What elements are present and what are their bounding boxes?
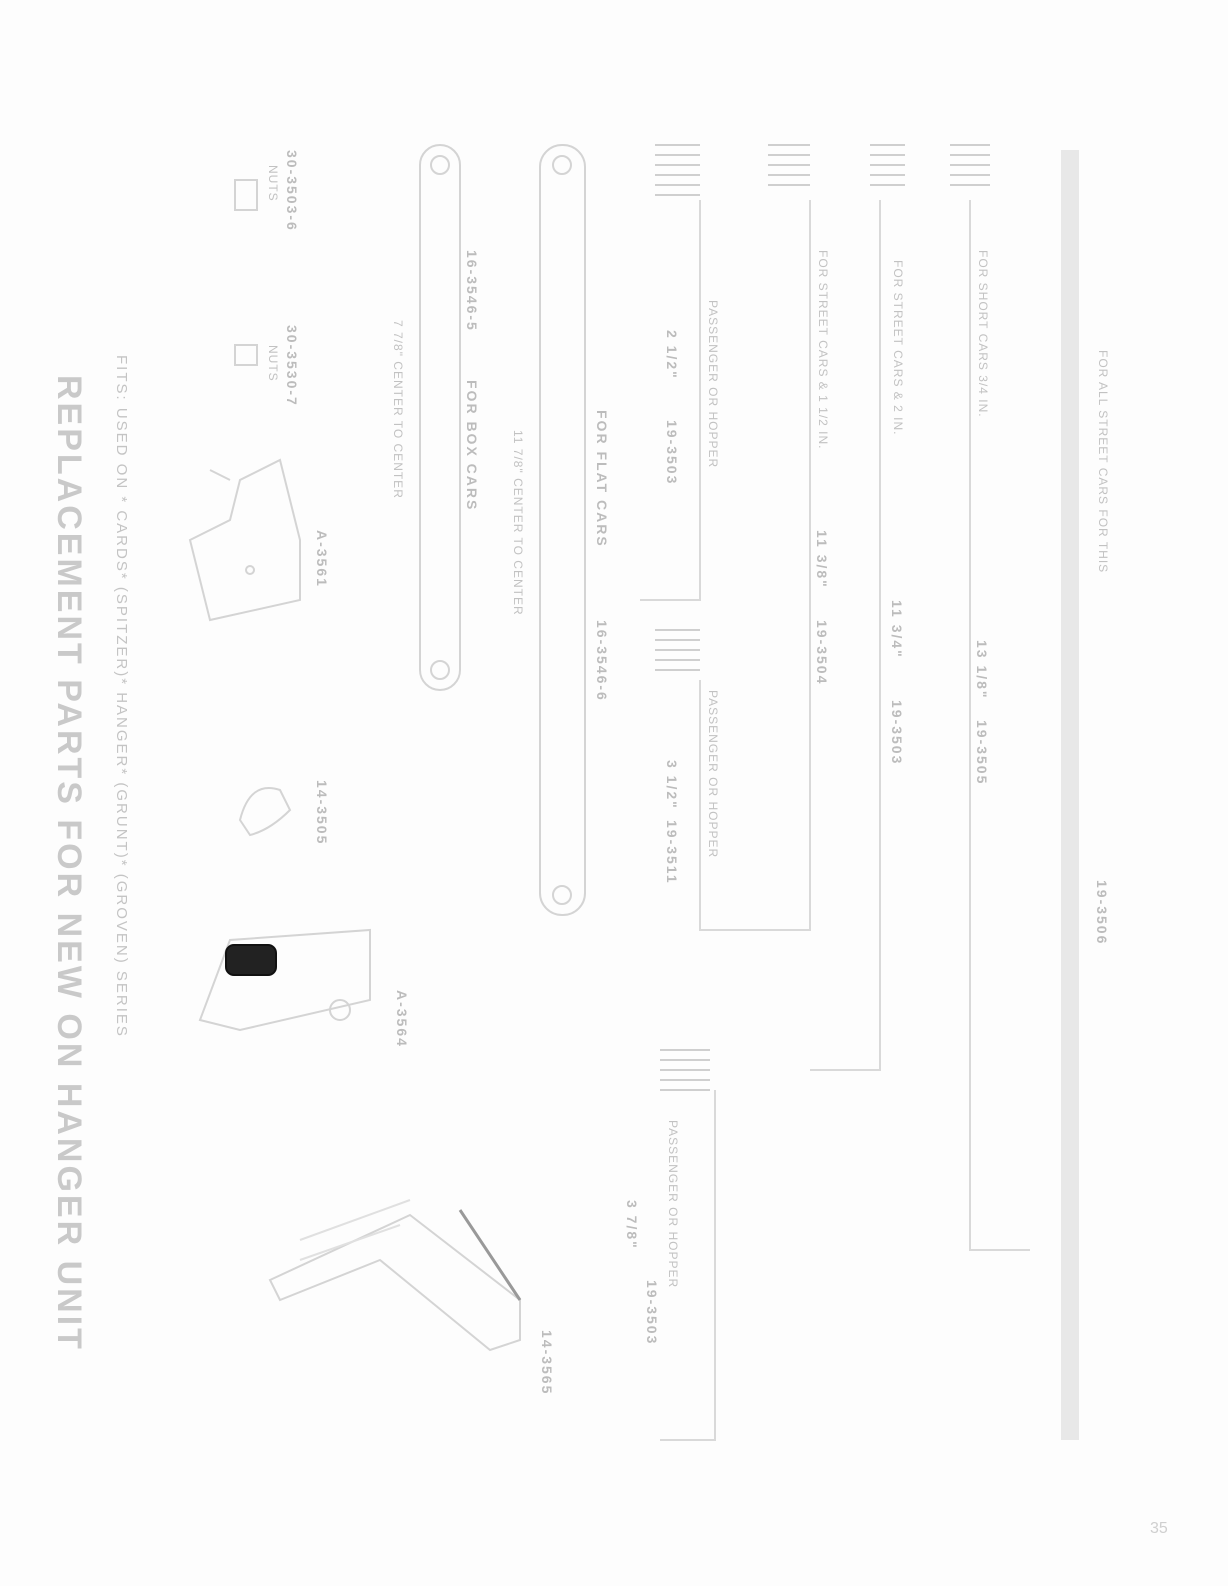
link-1-part: 16-3546-5 bbox=[464, 250, 480, 332]
rod-1-part: 19-3504 bbox=[814, 620, 830, 686]
document-title: REPLACEMENT PARTS FOR NEW ON HANGER UNIT bbox=[50, 375, 88, 1352]
rod-4-desc: FOR ALL STREET CARS FOR THIS bbox=[1096, 350, 1110, 574]
part-label-30-3503-6: 30-3503-6 bbox=[284, 150, 300, 232]
rod-2-size: 11 3/4" bbox=[889, 600, 905, 659]
nut-drawings bbox=[235, 180, 257, 365]
spring-3-part: 19-3503 bbox=[644, 1280, 660, 1346]
link-2-part: 16-3546-6 bbox=[594, 620, 610, 702]
part-label-30-3530-7: 30-3530-7 bbox=[284, 325, 300, 407]
link-1-desc: FOR BOX CARS bbox=[464, 380, 480, 512]
rod-2-part: 19-3503 bbox=[889, 700, 905, 766]
part-note-nuts-2: NUTS bbox=[266, 165, 280, 202]
spring-1-part: 19-3511 bbox=[664, 820, 680, 885]
spring-1-size: 3 1/2" bbox=[664, 760, 680, 810]
rod-1-desc: FOR STREET CARS & 1 1/2 IN. bbox=[816, 250, 830, 450]
rod-1-size: 11 3/8" bbox=[814, 530, 830, 589]
part-label-14-3565: 14-3565 bbox=[539, 1330, 555, 1396]
rod-3-part: 19-3505 bbox=[974, 720, 990, 786]
bent-clip-drawing bbox=[240, 788, 290, 835]
rod-drawings bbox=[640, 150, 1070, 1440]
spring-2-desc: PASSENGER OR HOPPER bbox=[706, 300, 720, 469]
spring-1-desc: PASSENGER OR HOPPER bbox=[706, 690, 720, 859]
part-label-a-3564: A-3564 bbox=[394, 990, 410, 1048]
spring-2-part: 19-3503 bbox=[664, 420, 680, 486]
rod-3-size: 13 1/8" bbox=[974, 640, 990, 700]
spring-2-size: 2 1/2" bbox=[664, 330, 680, 380]
link-1-length: 7 7/8" CENTER TO CENTER bbox=[391, 320, 405, 499]
link-2-length: 11 7/8" CENTER TO CENTER bbox=[511, 430, 525, 616]
rod-4-part: 19-3506 bbox=[1094, 880, 1110, 946]
page-number: 35 bbox=[1150, 1520, 1168, 1537]
link-2-desc: FOR FLAT CARS bbox=[594, 410, 610, 548]
rod-3-desc: FOR SHORT CARS 3/4 IN. bbox=[976, 250, 990, 418]
link-bar-long bbox=[540, 145, 585, 915]
part-label-a-3561: A-3561 bbox=[314, 530, 330, 588]
clip-drawing bbox=[200, 930, 370, 1030]
bracket-drawing bbox=[270, 1200, 520, 1350]
part-note-nuts-1: NUTS bbox=[266, 345, 280, 382]
document-subtitle: FITS: USED ON * CARDS* (SPITZER)* HANGER* (GRUNT)* (GROVEN) SERIES bbox=[113, 355, 130, 1038]
spring-3-size: 3 7/8" bbox=[624, 1200, 640, 1250]
part-label-14-3505: 14-3505 bbox=[314, 780, 330, 846]
hanger-plate-drawing bbox=[190, 460, 300, 620]
link-bar-short bbox=[420, 145, 460, 690]
spring-3-desc: PASSENGER OR HOPPER bbox=[666, 1120, 680, 1289]
rod-2-desc: FOR STREET CARS & 2 IN. bbox=[891, 260, 905, 436]
